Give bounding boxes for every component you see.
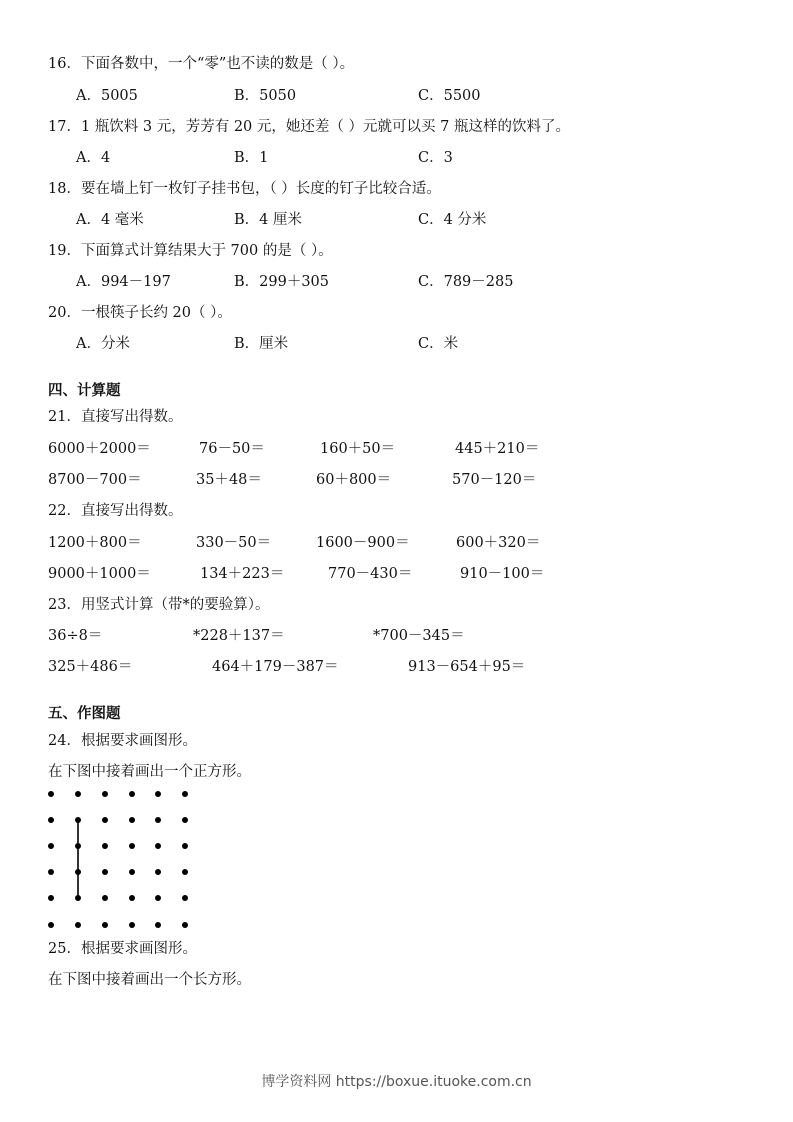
- dot-grid-figure: [40, 780, 200, 935]
- q23-expr: *228＋137＝: [193, 628, 285, 644]
- grid-dot: [129, 843, 135, 849]
- grid-dot: [155, 895, 161, 901]
- q19-option-c: C．789－285: [418, 274, 514, 290]
- q24-instruction: 在下图中接着画出一个正方形。: [48, 764, 251, 780]
- grid-dot: [102, 869, 108, 875]
- grid-dot: [48, 843, 54, 849]
- q21-expr: 60＋800＝: [316, 472, 392, 488]
- q21-expr: 570－120＝: [452, 472, 537, 488]
- grid-dot: [129, 817, 135, 823]
- q20-stem: 20．一根筷子长约 20（ ）。: [48, 305, 232, 321]
- grid-dot: [75, 791, 81, 797]
- grid-dot: [182, 922, 188, 928]
- grid-dot: [102, 791, 108, 797]
- q22-expr: 770－430＝: [328, 566, 413, 582]
- grid-dot: [102, 843, 108, 849]
- q22-stem: 22．直接写出得数。: [48, 503, 183, 519]
- q22-expr: 1200＋800＝: [48, 535, 142, 551]
- section-5-heading: 五、作图题: [48, 706, 121, 722]
- grid-dot: [75, 817, 81, 823]
- q22-expr: 600＋320＝: [456, 535, 541, 551]
- grid-dot: [102, 922, 108, 928]
- grid-dot: [75, 869, 81, 875]
- q19-option-a: A．994－197: [76, 274, 171, 290]
- grid-dot: [48, 922, 54, 928]
- grid-dot: [129, 922, 135, 928]
- q22-expr: 910－100＝: [460, 566, 545, 582]
- q22-expr: 9000＋1000＝: [48, 566, 151, 582]
- q21-expr: 445＋210＝: [455, 441, 540, 457]
- q23-expr: 913－654＋95＝: [408, 659, 526, 675]
- q22-expr: 1600－900＝: [316, 535, 410, 551]
- q20-option-b: B．厘米: [234, 336, 289, 352]
- grid-dot: [48, 895, 54, 901]
- grid-dot: [102, 817, 108, 823]
- q16-option-c: C．5500: [418, 88, 481, 104]
- q23-expr: *700－345＝: [373, 628, 465, 644]
- grid-dot: [155, 791, 161, 797]
- q19-stem: 19．下面算式计算结果大于 700 的是（ ）。: [48, 243, 333, 259]
- q21-expr: 160＋50＝: [320, 441, 396, 457]
- q21-expr: 35＋48＝: [196, 472, 262, 488]
- q21-expr: 8700－700＝: [48, 472, 142, 488]
- grid-dot: [48, 869, 54, 875]
- grid-dot: [155, 869, 161, 875]
- grid-dot: [129, 791, 135, 797]
- q22-expr: 134＋223＝: [200, 566, 285, 582]
- section-4-heading: 四、计算题: [48, 383, 121, 399]
- q17-option-b: B．1: [234, 150, 269, 166]
- grid-dot: [102, 895, 108, 901]
- q25-instruction: 在下图中接着画出一个长方形。: [48, 972, 251, 988]
- q23-expr: 325＋486＝: [48, 659, 133, 675]
- q18-option-b: B．4 厘米: [234, 212, 302, 228]
- grid-dot: [75, 843, 81, 849]
- grid-dot: [48, 817, 54, 823]
- grid-dot: [155, 817, 161, 823]
- q17-option-a: A．4: [76, 150, 111, 166]
- grid-dot: [129, 895, 135, 901]
- q16-option-a: A．5005: [76, 88, 138, 104]
- grid-dot: [182, 843, 188, 849]
- q20-option-c: C．米: [418, 336, 459, 352]
- q23-stem: 23．用竖式计算（带*的要验算）。: [48, 597, 270, 613]
- grid-dot: [155, 922, 161, 928]
- q18-stem: 18．要在墙上钉一枚钉子挂书包，（ ）长度的钉子比较合适。: [48, 181, 441, 197]
- grid-dot: [129, 869, 135, 875]
- q23-expr: 464＋179－387＝: [212, 659, 339, 675]
- q18-option-a: A．4 毫米: [76, 212, 144, 228]
- q16-stem: 16．下面各数中，一个“零”也不读的数是（ ）。: [48, 56, 355, 72]
- q21-expr: 6000＋2000＝: [48, 441, 151, 457]
- footer-watermark: 博学资料网 https://boxue.ituoke.com.cn: [261, 1074, 532, 1090]
- q17-option-c: C．3: [418, 150, 453, 166]
- grid-dot: [155, 843, 161, 849]
- q21-expr: 76－50＝: [199, 441, 265, 457]
- q25-stem: 25．根据要求画图形。: [48, 941, 197, 957]
- q19-option-b: B．299＋305: [234, 274, 330, 290]
- q24-stem: 24．根据要求画图形。: [48, 733, 197, 749]
- q22-expr: 330－50＝: [196, 535, 272, 551]
- q23-expr: 36÷8＝: [48, 628, 103, 644]
- grid-dot: [182, 895, 188, 901]
- grid-dot: [182, 869, 188, 875]
- grid-dot: [75, 922, 81, 928]
- grid-dot: [75, 895, 81, 901]
- q18-option-c: C．4 分米: [418, 212, 487, 228]
- q21-stem: 21．直接写出得数。: [48, 409, 183, 425]
- q17-stem: 17．1 瓶饮料 3 元，芳芳有 20 元，她还差（ ）元就可以买 7 瓶这样的饮料了。: [48, 119, 570, 135]
- grid-dot: [182, 791, 188, 797]
- q20-option-a: A．分米: [76, 336, 130, 352]
- grid-dot: [182, 817, 188, 823]
- grid-dot: [48, 791, 54, 797]
- q16-option-b: B．5050: [234, 88, 297, 104]
